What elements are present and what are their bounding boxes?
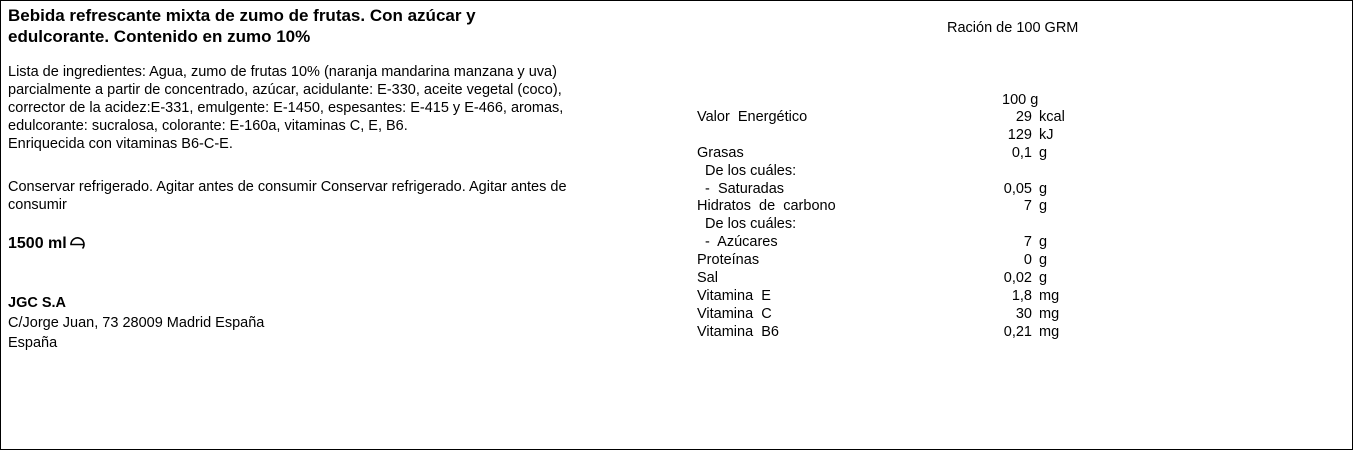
nutrient-name: Vitamina B6 — [697, 323, 779, 340]
ingredients-line: Enriquecida con vitaminas B6-C-E. — [8, 136, 233, 152]
nutrient-unit: mg — [1039, 323, 1060, 340]
nutrition-row — [697, 127, 1077, 145]
nutrient-name: De los cuáles: — [697, 162, 797, 179]
nutrient-value: 0,05 — [1003, 180, 1032, 197]
net-quantity — [8, 234, 86, 254]
nutrition-row — [697, 109, 1077, 127]
nutrient-unit: g — [1039, 180, 1048, 197]
nutrient-unit: g — [1039, 198, 1048, 215]
nutrient-name: Vitamina E — [697, 287, 771, 304]
nutrient-name: Grasas — [697, 144, 744, 161]
nutrition-row — [697, 306, 1077, 324]
ingredients-line: Lista de ingredientes: Agua, zumo de frutas 10% (naranja mandarina manzana y uva) — [8, 64, 557, 80]
storage-line: Conservar refrigerado. Agitar antes de consumir Conservar refrigerado. Agitar antes de — [8, 179, 567, 195]
storage-line: consumir — [8, 197, 67, 213]
net-quantity-value: 1500 ml — [8, 235, 67, 252]
nutrient-name: - Saturadas — [697, 180, 785, 197]
nutrition-row — [697, 216, 1077, 234]
nutrient-name: Vitamina C — [697, 305, 772, 322]
nutrient-unit: g — [1039, 234, 1048, 251]
nutrient-value: 1,8 — [1011, 287, 1032, 304]
company-country: España — [8, 335, 58, 351]
e-mark-icon — [68, 235, 86, 253]
product-title-line: Bebida refrescante mixta de zumo de frutas. Con azúcar y — [8, 6, 476, 25]
nutrition-row — [697, 181, 1077, 199]
company-address: C/Jorge Juan, 73 28009 Madrid España — [8, 315, 265, 331]
nutrient-value: 30 — [1015, 305, 1032, 322]
nutrient-value: 0 — [1023, 252, 1032, 269]
nutrient-unit: mg — [1039, 287, 1060, 304]
nutrient-name: Hidratos de carbono — [697, 198, 836, 215]
storage-instructions — [8, 178, 648, 214]
nutrient-value: 7 — [1023, 234, 1032, 251]
nutrient-unit: kcal — [1039, 109, 1065, 125]
product-title-line: edulcorante. Contenido en zumo 10% — [8, 27, 311, 46]
company-info — [8, 293, 264, 353]
nutrition-row — [697, 252, 1077, 270]
nutrient-value: 129 — [1007, 126, 1032, 143]
nutrient-unit: mg — [1039, 305, 1060, 322]
nutrition-row — [697, 288, 1077, 306]
nutrition-row — [697, 324, 1077, 342]
nutrition-row — [697, 198, 1077, 216]
serving-size: Ración de 100 GRM — [947, 20, 1079, 36]
nutrition-table — [697, 109, 1077, 342]
nutrition-row — [697, 234, 1077, 252]
company-name: JGC S.A — [8, 295, 67, 311]
nutrient-name: Proteínas — [697, 252, 760, 269]
nutrient-name: Valor Energético — [697, 109, 808, 125]
nutrient-unit: g — [1039, 252, 1048, 269]
nutrient-unit: kJ — [1039, 126, 1054, 143]
nutrition-row — [697, 270, 1077, 288]
ingredients-line: parcialmente a partir de concentrado, azúcar, acidulante: E-330, aceite vegetal (coco), — [8, 82, 562, 98]
nutrient-unit: g — [1039, 144, 1048, 161]
nutrient-name: De los cuáles: — [697, 216, 797, 233]
nutrient-value: 0,1 — [1011, 144, 1032, 161]
nutrient-value: 29 — [1015, 109, 1032, 125]
nutrient-value: 0,02 — [1003, 270, 1032, 287]
nutrient-name: Sal — [697, 270, 718, 287]
nutrition-row — [697, 145, 1077, 163]
nutrient-name: - Azúcares — [697, 234, 778, 251]
nutrient-value: 7 — [1023, 198, 1032, 215]
ingredients-line: corrector de la acidez:E-331, emulgente: E-1450, espesantes: E-415 y E-466, aromas, — [8, 100, 564, 116]
nutrient-unit: g — [1039, 270, 1048, 287]
ingredients-list — [8, 63, 648, 153]
nutrition-column-header: 100 g — [1002, 92, 1039, 108]
nutrition-row — [697, 163, 1077, 181]
ingredients-line: edulcorante: sucralosa, colorante: E-160a, vitaminas C, E, B6. — [8, 118, 408, 134]
product-title — [8, 5, 648, 47]
nutrient-value: 0,21 — [1003, 323, 1032, 340]
